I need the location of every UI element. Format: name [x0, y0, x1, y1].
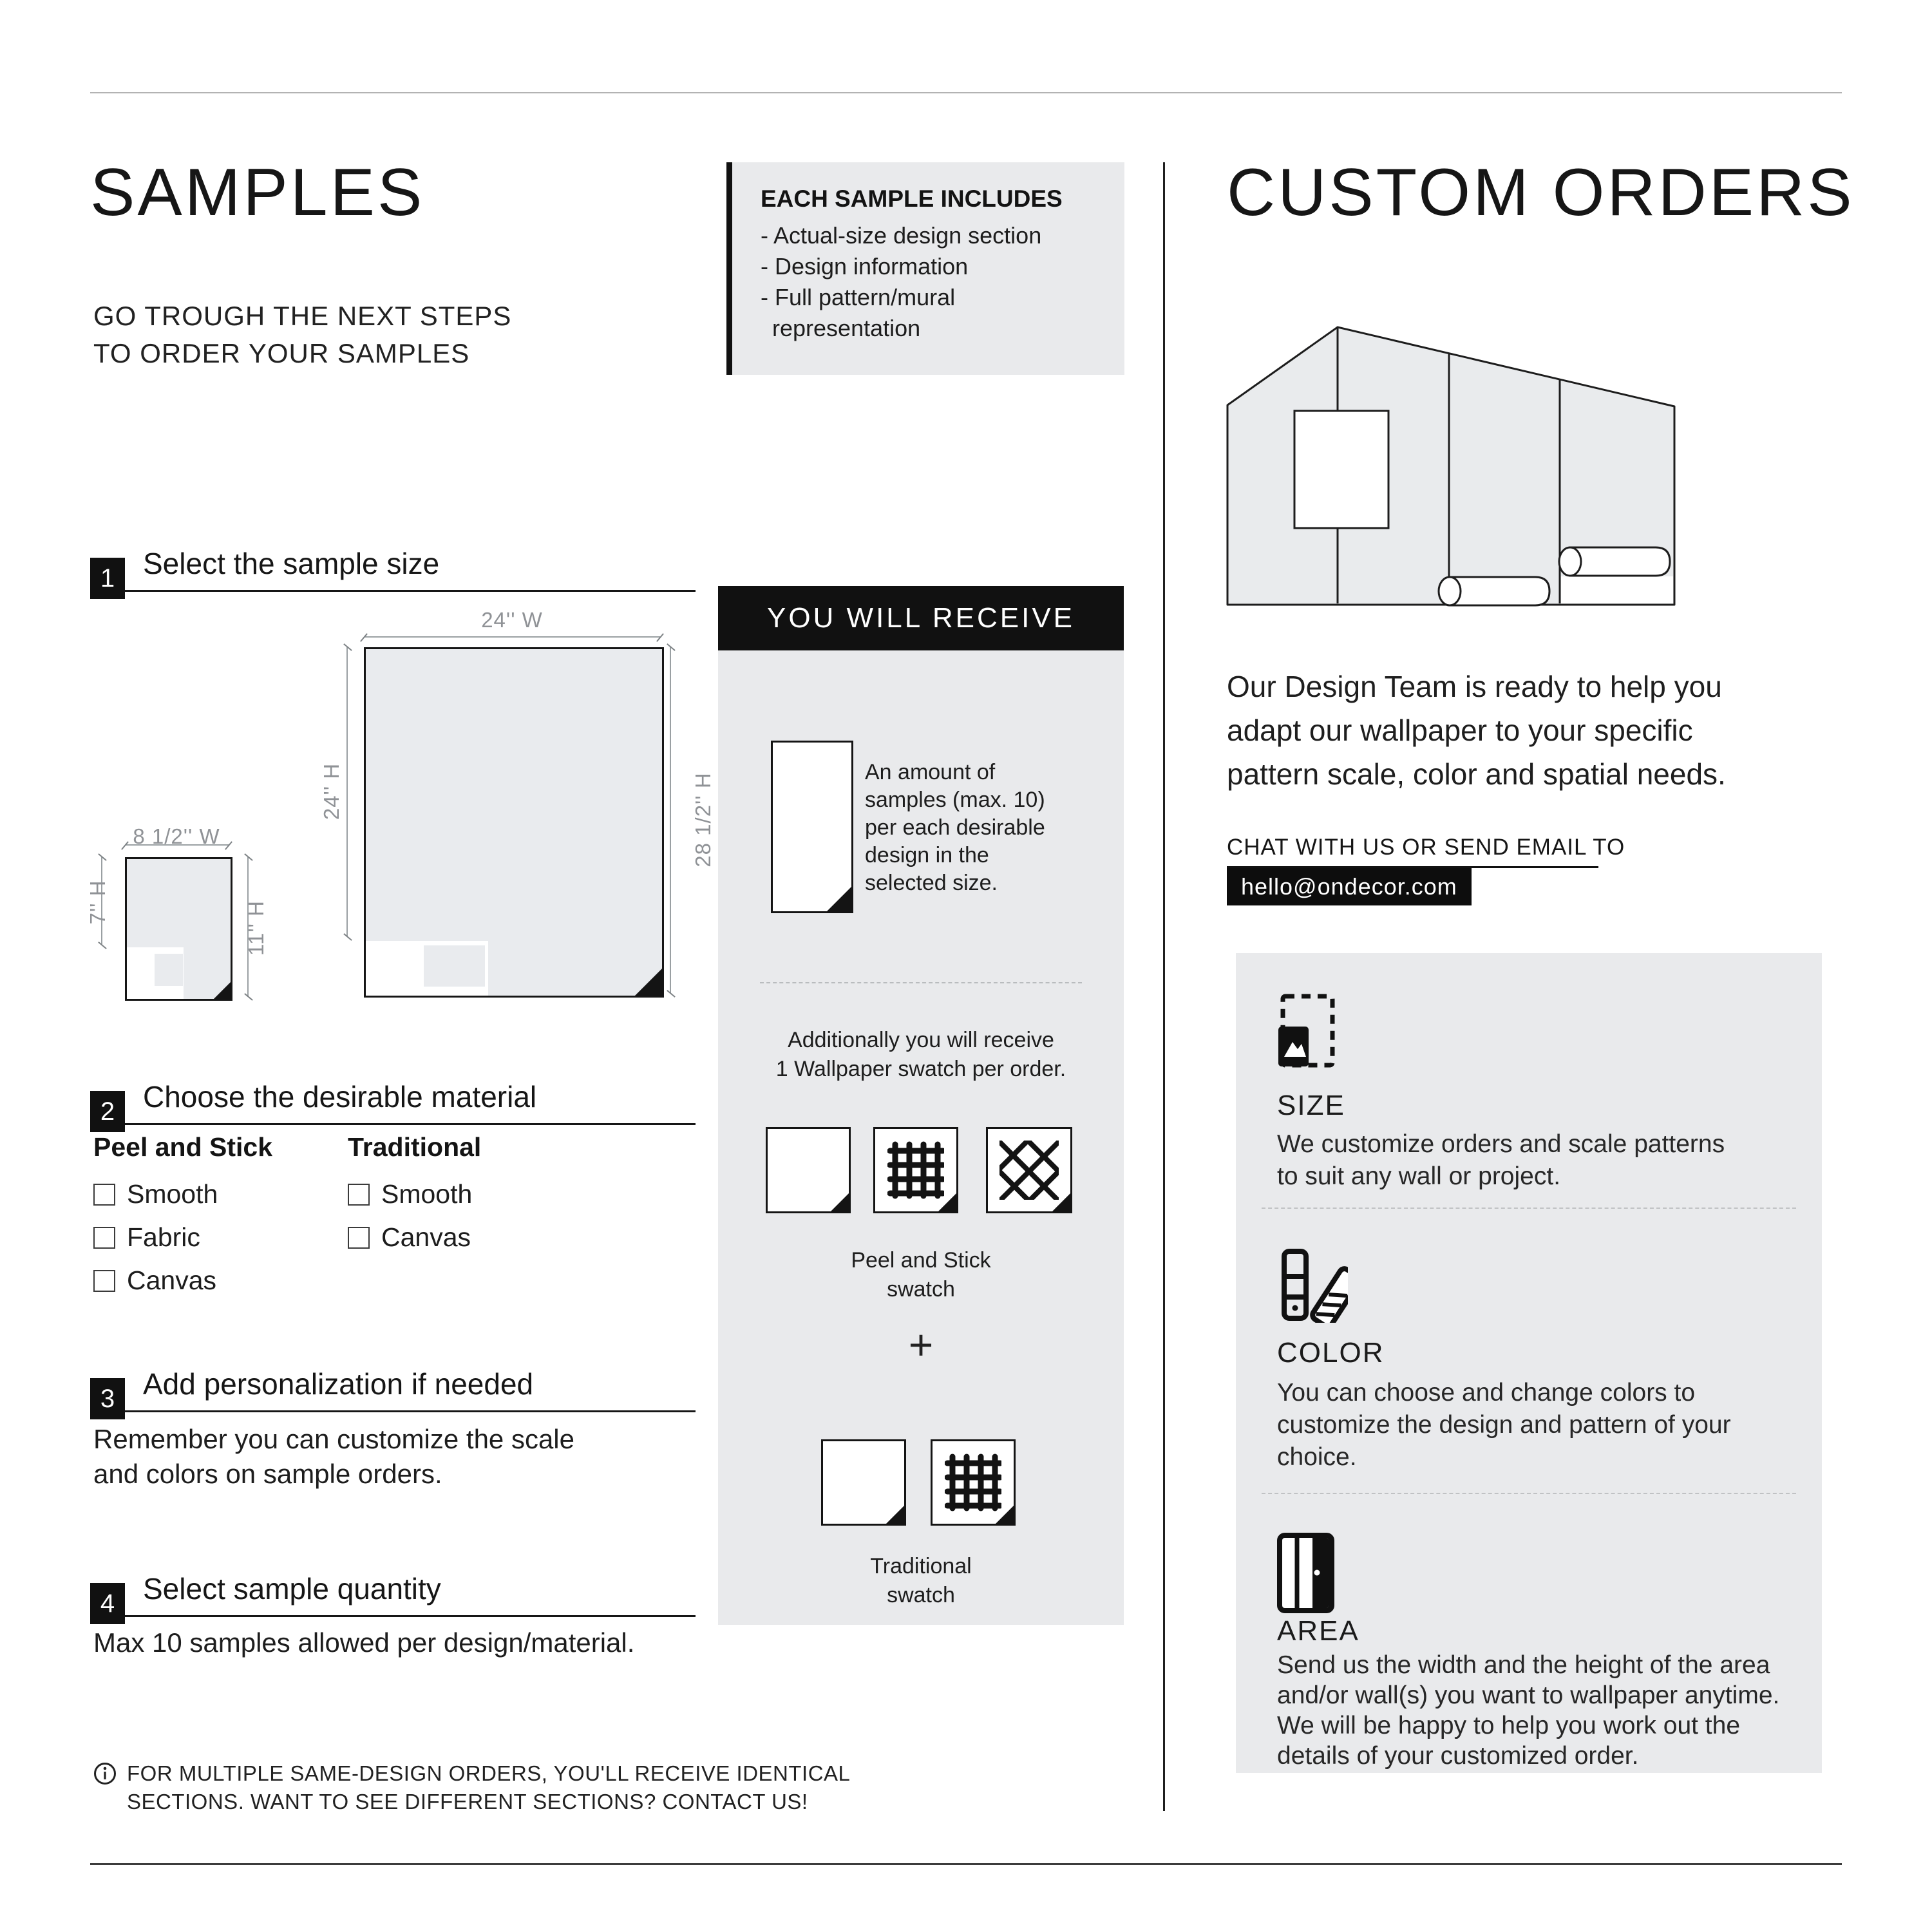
each-sample-includes-box	[726, 162, 1124, 375]
you-will-receive-panel	[718, 650, 1124, 1625]
step-4-number-badge: 4	[90, 1583, 125, 1624]
grid-swatch-icon	[931, 1439, 1016, 1526]
small-sample-left-height-label: 7'' H	[86, 880, 109, 925]
sample-page-icon	[771, 741, 853, 913]
feature-color-title: COLOR	[1277, 1337, 1385, 1368]
step-3-number-badge: 3	[90, 1378, 125, 1419]
material-column-traditional	[348, 1132, 481, 1265]
step-2-title: Choose the desirable material	[143, 1080, 537, 1113]
option-label: Fabric	[127, 1222, 200, 1252]
includes-item: - Actual-size design section	[761, 222, 1042, 249]
small-sample-width-label: 8 1/2'' W	[133, 824, 220, 848]
feature-color-text: You can choose and change colors to customize the design and pattern of your choice.	[1277, 1379, 1731, 1471]
peel-and-stick-title: Peel and Stick	[93, 1132, 273, 1162]
step-4-note: Max 10 samples allowed per design/material.	[93, 1627, 635, 1658]
checkbox-traditional-canvas[interactable]	[348, 1227, 370, 1249]
size-icon	[1277, 993, 1337, 1068]
includes-item: - Full pattern/mural	[761, 284, 956, 310]
step-3-title: Add personalization if needed	[143, 1367, 534, 1401]
material-option-row	[93, 1179, 272, 1209]
small-sample-thumbnail	[155, 954, 183, 986]
option-label: Smooth	[381, 1179, 473, 1209]
additional-text: Additionally you will receive 1 Wallpaper swatch per order.	[775, 1028, 1066, 1081]
traditional-title: Traditional	[348, 1132, 482, 1162]
traditional-swatch-label: Traditional swatch	[870, 1554, 972, 1607]
large-sample-right-height-label: 28 1/2'' H	[691, 772, 715, 867]
bottom-rule	[90, 1863, 1842, 1865]
amount-text: An amount of samples (max. 10) per each desirable design in the selected size.	[865, 760, 1045, 895]
step-4-title: Select sample quantity	[143, 1572, 441, 1605]
step-1-header	[90, 546, 696, 592]
crosshatch-swatch-icon	[986, 1127, 1072, 1213]
info-icon	[93, 1762, 117, 1785]
step-3-header	[90, 1367, 696, 1412]
option-label: Canvas	[127, 1265, 217, 1295]
custom-intro: Our Design Team is ready to help you adapt our wallpaper to your specific pattern scale, color and spatial needs.	[1227, 670, 1726, 791]
step-2-number-badge: 2	[90, 1091, 125, 1132]
feature-size-title: SIZE	[1277, 1090, 1345, 1121]
step-3-note: Remember you can customize the scale and colors on sample orders.	[93, 1424, 574, 1489]
material-option-row	[93, 1265, 272, 1296]
checkbox-peel-canvas[interactable]	[93, 1270, 115, 1292]
samples-subtitle: GO TROUGH THE NEXT STEPS TO ORDER YOUR SAMPLES	[93, 301, 512, 368]
small-sample-width-dimline	[125, 844, 229, 846]
contact-label: CHAT WITH US OR SEND EMAIL TO	[1227, 835, 1625, 860]
material-option-row	[348, 1179, 481, 1209]
step-1-title: Select the sample size	[143, 547, 440, 580]
feature-divider	[1262, 1208, 1796, 1209]
column-divider	[1163, 162, 1165, 1811]
peel-swatch-label: Peel and Stick swatch	[851, 1248, 991, 1302]
grid-swatch-icon	[873, 1127, 958, 1213]
footer-note: FOR MULTIPLE SAME-DESIGN ORDERS, YOU'LL RECEIVE IDENTICAL SECTIONS. WANT TO SEE DIFFERENT SECTIONS? CONTACT US!	[93, 1759, 850, 1816]
feature-area-title: AREA	[1277, 1615, 1359, 1647]
large-sample-right-dimline	[670, 647, 671, 994]
grid-pattern	[887, 1139, 944, 1201]
panel-dashed-divider	[760, 982, 1082, 983]
material-option-row	[93, 1222, 272, 1253]
step-4-header	[90, 1571, 696, 1617]
step-1-number-badge: 1	[90, 558, 125, 599]
color-icon	[1281, 1248, 1348, 1323]
large-sample-width-dimline	[364, 636, 660, 638]
large-sample-sheet	[364, 647, 664, 998]
includes-item: representation	[772, 315, 921, 341]
crosshatch-pattern	[999, 1141, 1059, 1200]
includes-item: - Design information	[761, 253, 969, 279]
feature-size-text: We customize orders and scale patterns to suit any wall or project.	[1277, 1130, 1725, 1190]
option-label: Canvas	[381, 1222, 471, 1252]
includes-title: EACH SAMPLE INCLUDES	[761, 185, 1063, 212]
blank-swatch-icon	[821, 1439, 906, 1526]
plus-sign: +	[908, 1321, 934, 1368]
checkbox-traditional-smooth[interactable]	[348, 1184, 370, 1206]
checkbox-peel-smooth[interactable]	[93, 1184, 115, 1206]
custom-features-panel	[1236, 953, 1822, 1773]
you-will-receive-header: YOU WILL RECEIVE	[718, 586, 1124, 650]
step-2-header	[90, 1079, 696, 1125]
grid-pattern	[945, 1452, 1001, 1513]
top-rule	[90, 92, 1842, 93]
area-icon	[1277, 1533, 1334, 1613]
large-sample-left-height-label: 24'' H	[319, 762, 343, 820]
house-wallpaper-illustration	[1226, 321, 1676, 620]
samples-title: SAMPLES	[90, 155, 425, 230]
feature-divider	[1262, 1493, 1796, 1494]
custom-orders-title: CUSTOM ORDERS	[1227, 155, 1855, 230]
checkbox-peel-fabric[interactable]	[93, 1227, 115, 1249]
small-sample-right-height-label: 11'' H	[244, 900, 268, 956]
material-column-peel-and-stick	[93, 1132, 272, 1309]
option-label: Smooth	[127, 1179, 218, 1209]
large-sample-width-label: 24'' W	[481, 608, 543, 632]
large-sample-thumbnail	[424, 945, 485, 987]
feature-area-text: Send us the width and the height of the area and/or wall(s) you want to wallpaper anytime. We will be happy to help you work out the details of your customized order.	[1277, 1651, 1780, 1770]
material-option-row	[348, 1222, 481, 1253]
blank-swatch-icon	[766, 1127, 851, 1213]
sample-size-diagram	[86, 599, 715, 1069]
large-sample-left-dimline	[346, 647, 348, 937]
contact-email-badge[interactable]: hello@ondecor.com	[1227, 868, 1472, 905]
small-sample-sheet	[125, 857, 232, 1001]
